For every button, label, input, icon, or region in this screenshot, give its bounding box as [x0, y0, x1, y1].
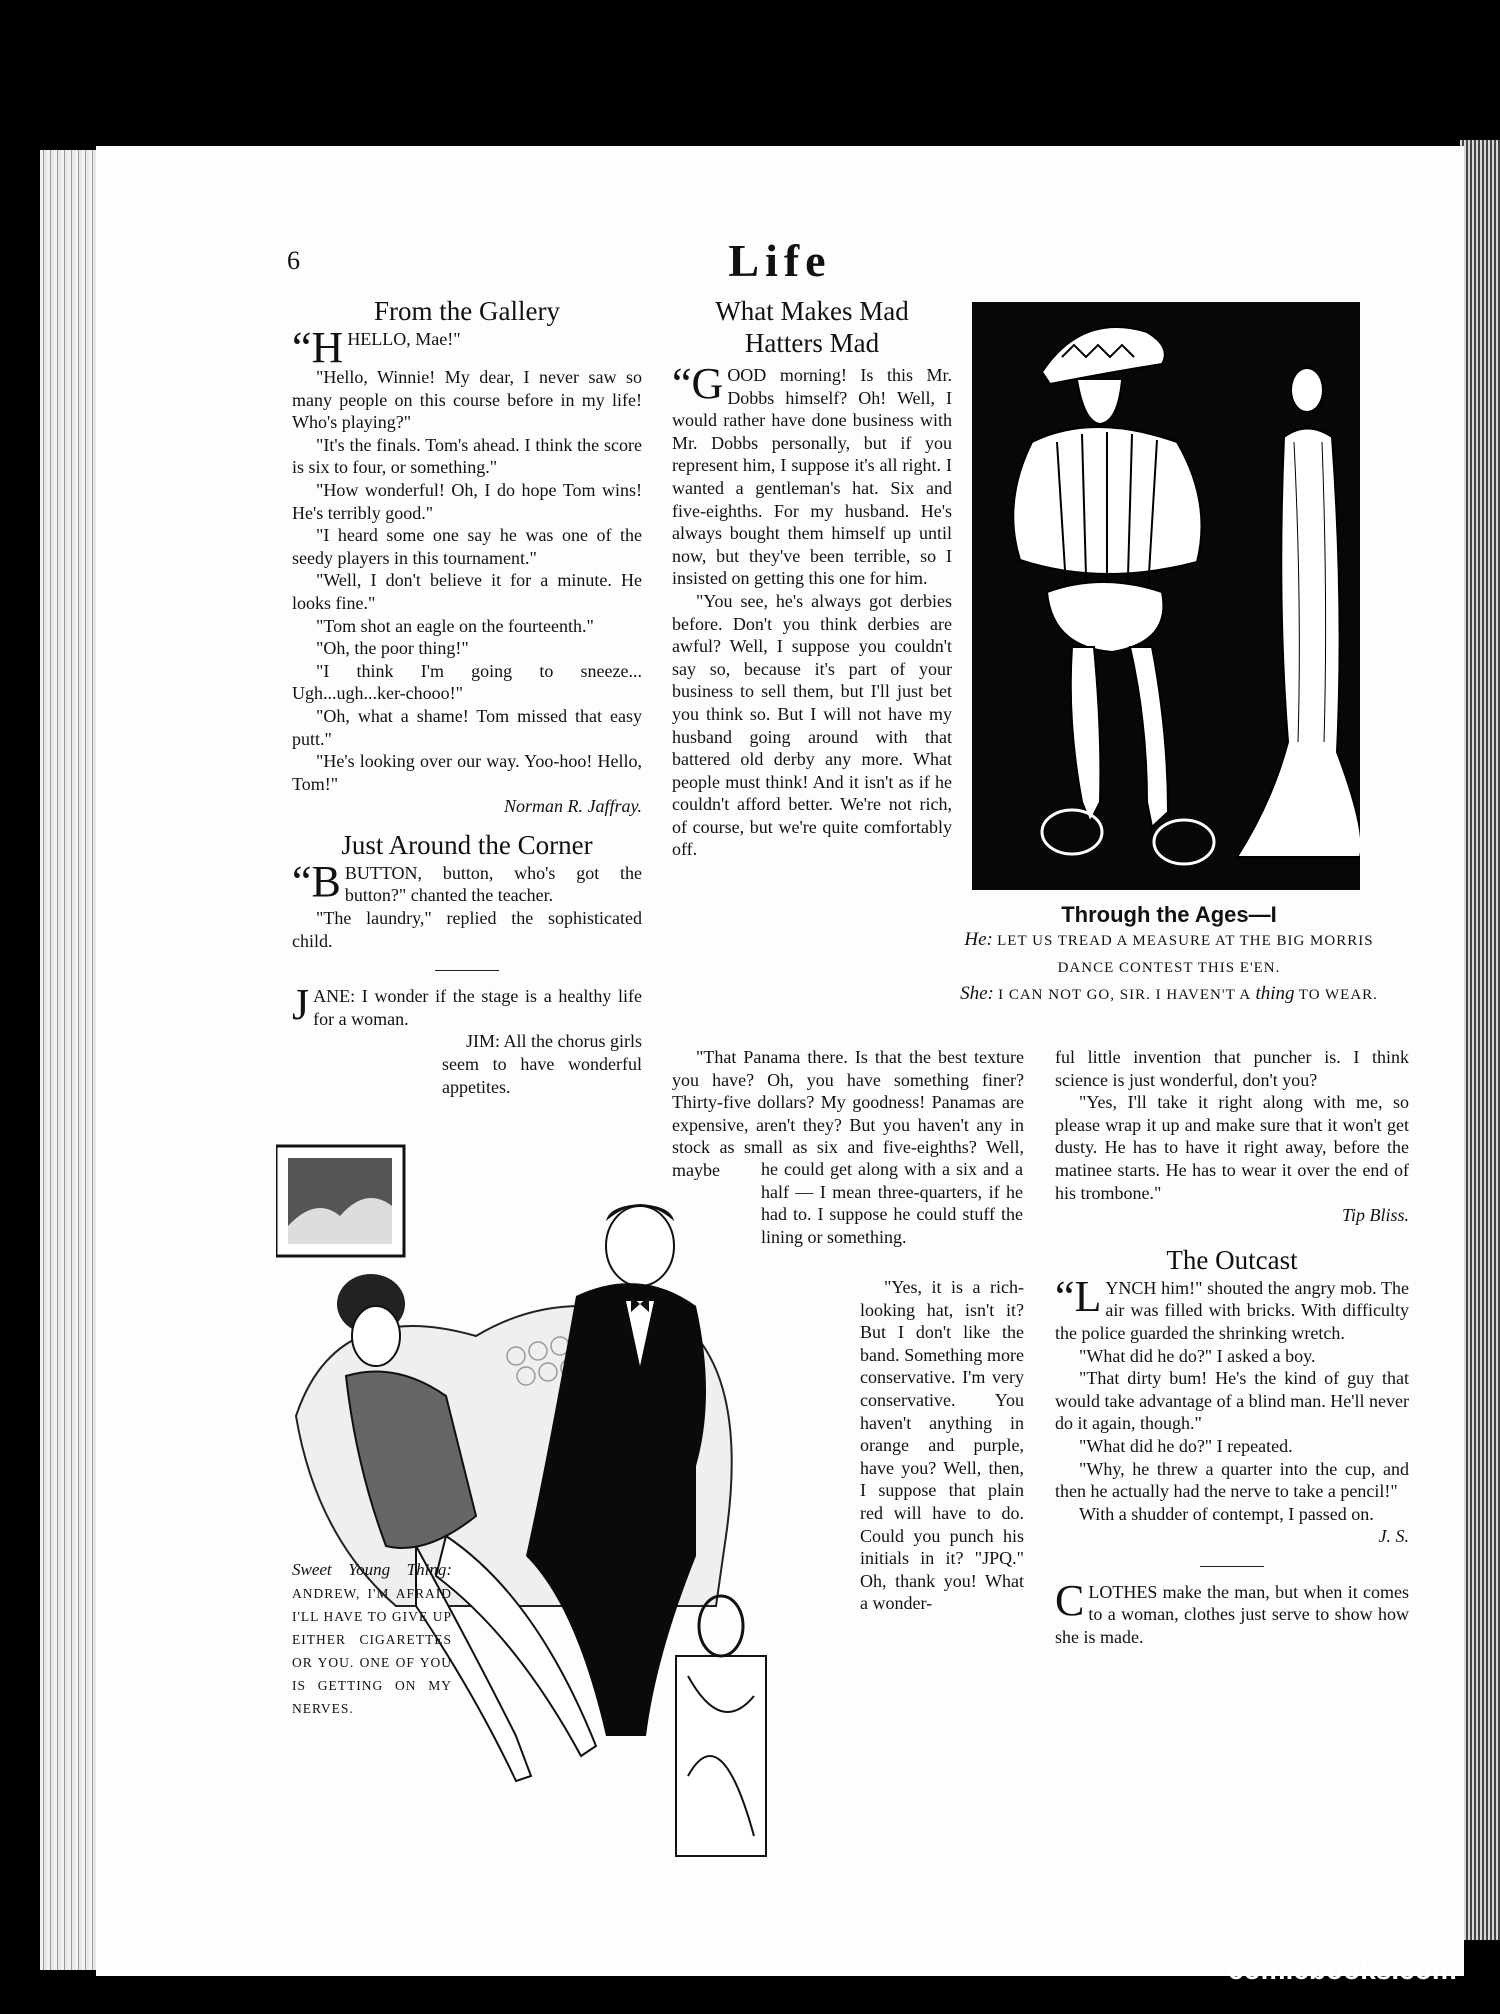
corner-p1: BUTTON, button, who's got the button?" chanted the teacher. [344, 862, 642, 906]
drop-cap-j: J [292, 980, 310, 1030]
hatters-p6: "Yes, I'll take it right along with me, so please wrap it up and make sure that it won't get dusty. He has to have it right away, before the matinee starts. He has to wear it over the end of his trombone." [1055, 1092, 1409, 1203]
column-right [1055, 1046, 1409, 1649]
ages-he-text: LET US TREAD A MEASURE AT THE BIG MORRIS DANCE CONTEST THIS E'EN. [997, 933, 1374, 976]
page-number: 6 [287, 246, 300, 275]
jane-p2: JIM: All the chorus girls seem to have wonderful appetites. [442, 1031, 642, 1097]
hatters-title-2: Hatters Mad [744, 328, 880, 358]
hatters-p1: OOD morning! Is this Mr. Dobbs himself? Oh! Well, I would rather have done business with Mr. Dobbs personally, but if you represent him, I suppose it's all right. I wanted a gentleman's hat. Six and five-eighths. For my husband. He's always bought them himself up until now, but they've been terrible, so I insisted on getting this one for him. [672, 365, 952, 589]
ages-she-text-b: TO WEAR. [1298, 987, 1378, 1003]
outcast-p3: "That dirty bum! He's the kind of guy that would take advantage of a blind man. He'll never do it again, though." [1055, 1368, 1409, 1434]
corner-title: Just Around the Corner [341, 829, 593, 860]
outcast-p2: "What did he do?" I asked a boy. [1079, 1345, 1316, 1366]
outcast-signature: J. S. [1378, 1526, 1409, 1547]
drop-cap-l: “L [1055, 1271, 1102, 1321]
page-stack-left [40, 150, 98, 1970]
gallery-p3: "It's the finals. Tom's ahead. I think the score is six to four, or something." [292, 434, 642, 478]
illustration-through-the-ages [972, 302, 1360, 890]
gallery-p1: HELLO, Mae!" [347, 329, 461, 349]
drop-cap-b: “B [292, 856, 341, 906]
caption-through-the-ages [954, 902, 1384, 1008]
corner-p2: "The laundry," replied the sophisticated child. [292, 908, 642, 951]
hatters-title-1: What Makes Mad [715, 296, 909, 326]
gallery-p4: "How wonderful! Oh, I do hope Tom wins! He's terribly good." [292, 479, 642, 523]
article-just-around-the-corner [292, 830, 642, 952]
gallery-signature: Norman R. Jaffray. [504, 796, 642, 817]
hatters-p3b: he could get along with a six and a half — I mean three-quarters, if he had to. I suppose he could stuff the lining or something. [761, 1159, 1023, 1247]
drop-cap-g: “G [672, 359, 724, 408]
illustration-sweet-young-thing [276, 1136, 966, 1896]
outcast-p4: "What did he do?" I repeated. [1079, 1435, 1293, 1456]
article-the-outcast [1055, 1245, 1409, 1548]
outcast-p1: YNCH him!" shouted the angry mob. The air was filled with bricks. With difficulty the police guarded the shrinking wretch. [1055, 1277, 1409, 1343]
gallery-p9: "I think I'm going to sneeze... Ugh...ugh...ker-chooo!" [292, 660, 642, 704]
outcast-p5: "Why, he threw a quarter into the cup, and then he actually had the nerve to take a pencil!" [1055, 1458, 1409, 1502]
hatters-p4: "Yes, it is a rich-looking hat, isn't it? But I don't like the band. Something more conservative. I'm very conservative. You haven't anything in orange and purple, have you? Well, then, I suppose that plain red will have to do. Could you punch his initials in it? "JPQ." Oh, thank you! What a wonder- [860, 1277, 1024, 1614]
ages-she-label: She: [960, 983, 994, 1004]
column-middle [672, 296, 952, 861]
ages-he-line [954, 927, 1384, 981]
hatters-p3: "That Panama there. Is that the best texture you have? Oh, you have something finer? Thirty-five dollars? My goodness! Panamas are expensive, aren't they? But you haven't any in stock as small as six and five-eighths? Well, maybe [672, 1047, 1024, 1180]
clothes-text: LOTHES make the man, but when it comes to a woman, clothes just serve to show how she is made. [1055, 1581, 1409, 1648]
gallery-p2: "Hello, Winnie! My dear, I never saw so many people on this course before in my life! Who's playing?" [292, 367, 642, 433]
hatters-p2: "You see, he's always got derbies before. Don't you think derbies are awful? Well, I suppose you couldn't say so, because it's part of your business to sell them, but I'll just bet you think so. But I will not have my husband going around with that battered old derby any more. What people must think! And it isn't as if he couldn't afford better. We're not rich, of course, but we're quite comfortably off. [672, 590, 952, 860]
ages-he-label: He: [964, 929, 993, 950]
sweet-label: Sweet Young Thing: [292, 1560, 452, 1579]
gallery-p7: "Tom shot an eagle on the fourteenth." [316, 615, 594, 636]
outcast-p6: With a shudder of contempt, I passed on. [1079, 1503, 1374, 1524]
drop-cap-c: C [1055, 1575, 1085, 1625]
ages-she-text-a: I CAN NOT GO, SIR. I HAVEN'T A [998, 987, 1252, 1003]
page-stack-right [1460, 140, 1500, 1940]
caption-sweet-young-thing [292, 1558, 452, 1720]
masthead-title: Life [728, 235, 832, 286]
column-left [292, 296, 642, 1098]
hatters-signature: Tip Bliss. [1341, 1205, 1409, 1226]
ages-title: Through the Ages—I [1061, 902, 1277, 927]
jane-p1: ANE: I wonder if the stage is a healthy life for a woman. [313, 986, 642, 1029]
gallery-p10: "Oh, what a shame! Tom missed that easy putt." [292, 705, 642, 749]
ages-she-thing: thing [1255, 983, 1295, 1004]
drop-cap-h: “H [292, 323, 344, 372]
gallery-p6: "Well, I don't believe it for a minute. He looks fine." [292, 570, 642, 613]
ages-she-line [954, 981, 1384, 1008]
article-from-the-gallery [292, 296, 642, 818]
divider-rule-2 [1200, 1566, 1264, 1567]
article-clothes [1055, 1575, 1409, 1649]
outcast-title: The Outcast [1166, 1244, 1298, 1275]
couple-on-settee-illustration [276, 1136, 966, 1896]
watermark-text: comicbooks.com [1228, 1954, 1457, 1985]
medieval-couple-illustration [972, 302, 1360, 890]
gallery-title: From the Gallery [374, 296, 560, 326]
article-jane-jim [292, 980, 642, 1098]
gallery-p8: "Oh, the poor thing!" [316, 638, 469, 659]
gallery-p11: "He's looking over our way. Yoo-hoo! Hello, Tom!" [292, 751, 642, 794]
magazine-page [96, 146, 1464, 1976]
hatters-p5: ful little invention that puncher is. I think science is just wonderful, don't you? [1055, 1047, 1409, 1090]
sweet-text: ANDREW, I'M AFRAID I'LL HAVE TO GIVE UP EITHER CIGARETTES OR YOU. ONE OF YOU IS GETTING ON MY NERVES. [292, 1586, 452, 1716]
gallery-p5: "I heard some one say he was one of the seedy players in this tournament." [292, 525, 642, 568]
divider-rule [435, 970, 499, 971]
